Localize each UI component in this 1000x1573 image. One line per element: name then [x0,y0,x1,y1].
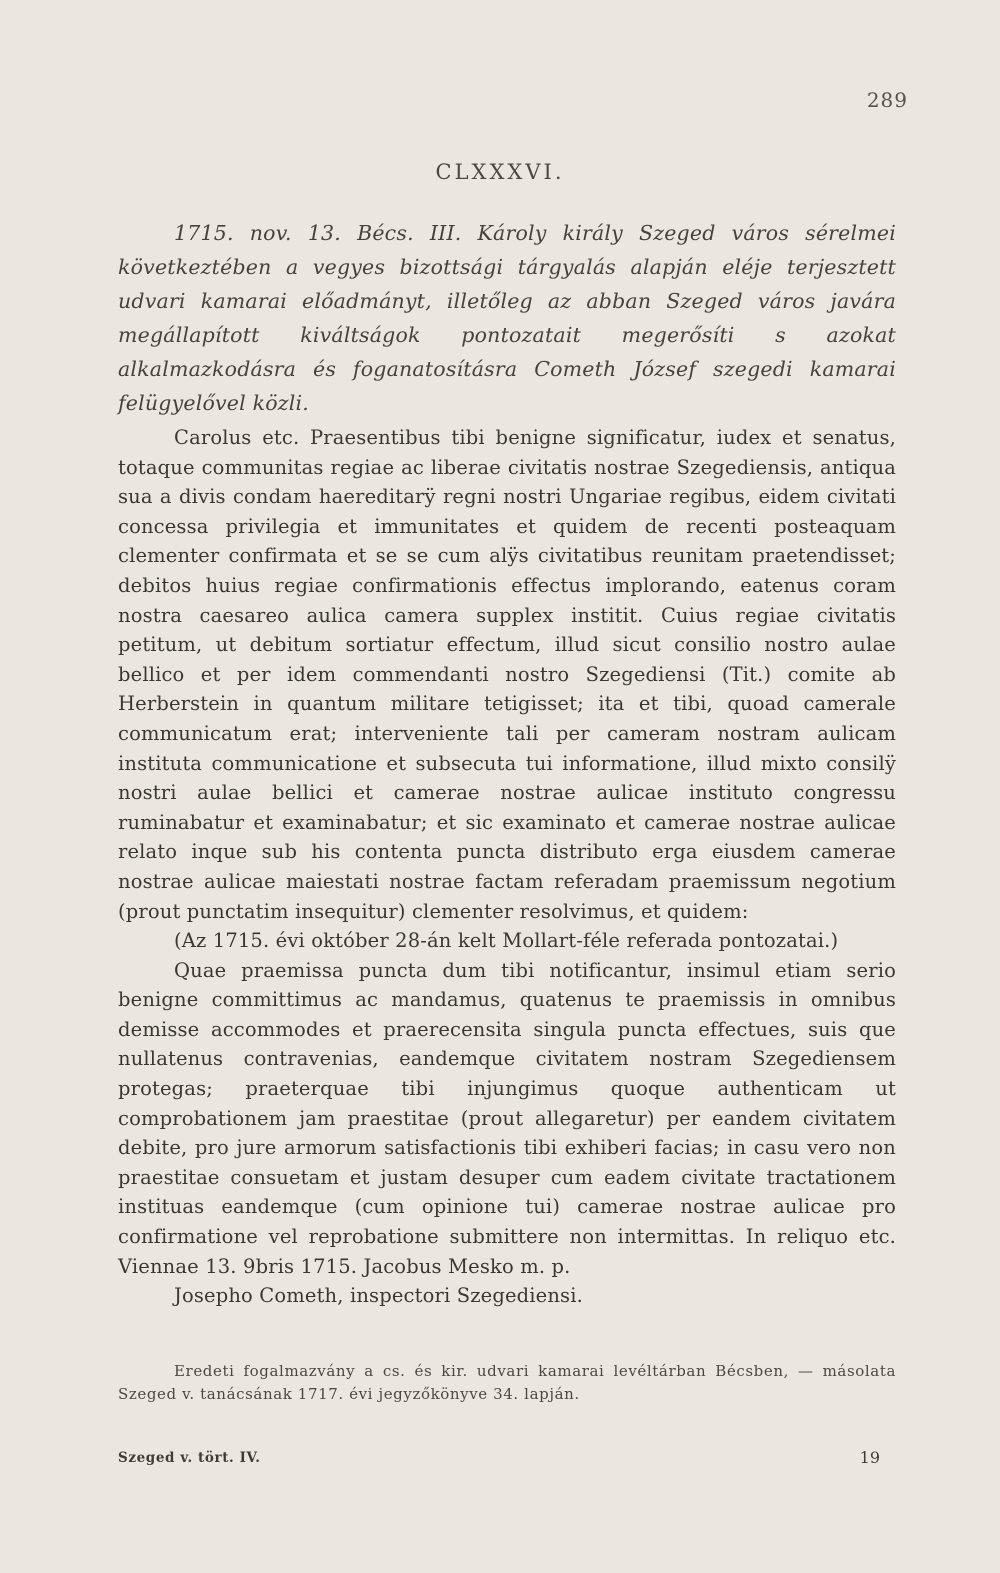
document-number-heading: CLXXXVI. [435,160,565,184]
document-summary: 1715. nov. 13. Bécs. III. Károly király Szeged város sérelmei következtében a vegyes bizottsági tárgyalás alapján eléje terjesztett udvari kamarai előadmányt, illetőleg az abban Szeged város javára megállapított kiváltságok pontozatait megerősíti s azokat alkalmazkodásra és foganatosításra Cometh József szegedi kamarai felügyelővel közli. [118,221,896,415]
source-footnote: Eredeti fogalmazvány a cs. és kir. udvari kamarai levéltárban Bécsben, — másolata Szeged v. tanácsának 1717. évi jegyzőkönyve 34. lapján. [118,1362,896,1403]
body-paragraph-addressee: Josepho Cometh, inspectori Szegediensi. [174,1284,583,1308]
body-paragraph-3: Quae praemissa puncta dum tibi notificantur, insimul etiam serio benigne committimus ac mandamus, quatenus te praemissis in omnibus demisse accommodes et praerecensita singula puncta effectues, suis que nullatenus contravenias, eandemque civitatem nostram Szegediensem protegas; praeterquae tibi injungimus quoque authenticam ut comprobationem jam praestitae (prout allegaretur) per eandem civitatem debite, pro jure armorum satisfactionis tibi exhiberi facias; in casu vero non praestitae consuetam et justam desuper cum eadem civitate tractationem instituas eandemque (cum opinione tui) camerae nostrae aulicae pro confirmatione vel reprobatione submittere non intermittas. In reliquo etc. Viennae 13. 9bris 1715. Jacobus Mesko m. p. [118,958,896,1278]
footer-signature-mark: Szeged v. tört. IV. [118,1450,261,1466]
page-number: 289 [866,88,908,112]
footer-sheet-number: 19 [859,1448,880,1467]
document-body [118,423,896,1311]
body-paragraph-1: Carolus etc. Praesentibus tibi benigne significatur, iudex et senatus, totaque communitas regiae ac liberae civitatis nostrae Szegediensis, antiqua sua a divis condam haereditarÿ regni nostri Ungariae regibus, eidem civitati concessa privilegia et immunitates et quidem de recenti posteaquam clementer confirmata et se se cum alÿs civitatibus reunitam praetendisset; debitos huius regiae confirmationis effectus implorando, eatenus coram nostra caesareo aulica camera supplex institit. Cuius regiae civitatis petitum, ut debitum sortiatur effectum, illud sicut consilio nostro aulae bellico et per idem commendanti nostro Szegediensi (Tit.) comite ab Herberstein in quantum militare tetigisset; ita et tibi, quoad camerale communicatum erat; interveniente tali per cameram nostram aulicam instituta communicatione et subsecuta tui informatione, illud mixto consilÿ nostri aulae bellici et camerae nostrae aulicae instituto congressu ruminabatur et examinabatur; et sic examinato et camerae nostrae aulicae relato inque sub his contenta puncta distributo erga eiusdem camerae nostrae aulicae maiestati nostrae factam referadam praemissum negotium (prout punctatim insequitur) clementer resolvimus, et quidem: [118,426,896,923]
body-paragraph-2: (Az 1715. évi október 28-án kelt Mollart-féle referada pontozatai.) [174,929,839,953]
